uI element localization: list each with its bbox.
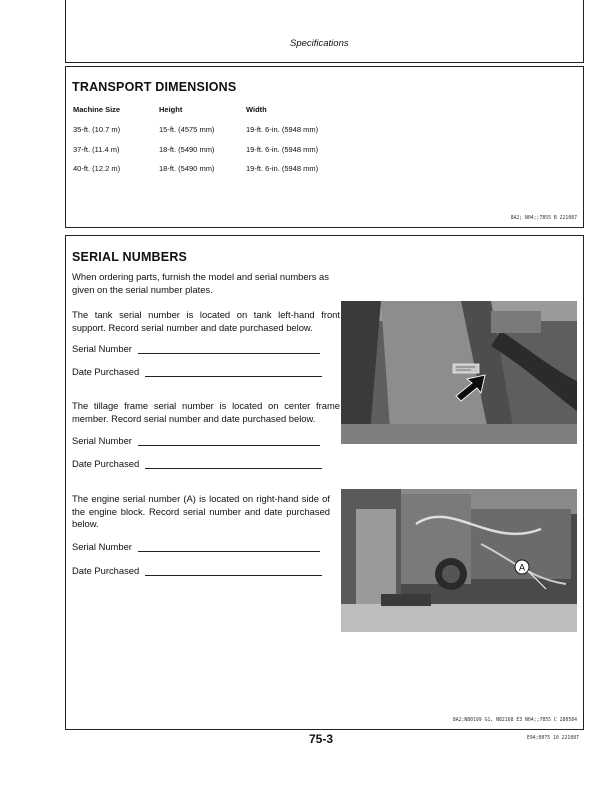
tank-serial-paragraph: The tank serial number is located on tank left-hand front support. Record serial number and date purchased below. [72,309,340,333]
reference-code: 8A2; N04;;7855 B 221087 [510,216,577,221]
serial-number-blank[interactable] [138,345,320,354]
serial-numbers-title: SERIAL NUMBERS [72,250,188,264]
header-right-rule [583,0,584,62]
tank-serial-plate-photo [341,301,577,444]
transport-dimensions-title: TRANSPORT DIMENSIONS [72,80,237,94]
tank-serial-number-field[interactable] [72,343,320,354]
table-cell: 18-ft. (5490 mm) [159,164,215,173]
header-bottom-rule [65,62,584,63]
engine-date-purchased-field[interactable] [72,565,322,576]
table-cell: 18-ft. (5490 mm) [159,145,215,154]
column-header-width: Width [246,105,267,114]
transport-dimensions-box [65,66,584,228]
reference-code: 8A2;N80199 G1, N82168 E3 N04;;7855 C 280584 [452,718,577,723]
date-purchased-label: Date Purchased [72,458,140,469]
date-purchased-label: Date Purchased [72,366,140,377]
serial-number-label: Serial Number [72,541,132,552]
tillage-date-purchased-field[interactable] [72,458,322,469]
serial-number-blank[interactable] [138,543,320,552]
date-purchased-blank[interactable] [145,567,322,576]
table-cell: 19-ft. 6-in. (5948 mm) [246,145,319,154]
table-cell: 35-ft. (10.7 m) [73,125,121,134]
tillage-serial-number-field[interactable] [72,435,320,446]
date-purchased-label: Date Purchased [72,565,140,576]
engine-serial-paragraph: The engine serial number (A) is located on right-hand side of the engine block. Record serial number and date purchased below. [72,493,330,530]
table-cell: 19-ft. 6-in. (5948 mm) [246,164,319,173]
column-header-machine-size: Machine Size [73,105,121,114]
table-cell: 19-ft. 6-in. (5948 mm) [246,125,319,134]
serial-number-label: Serial Number [72,435,132,446]
table-cell: 15-ft. (4575 mm) [159,125,215,134]
page-title: Specifications [290,38,349,49]
page-number: 75-3 [309,732,334,746]
engine-serial-number-field[interactable] [72,541,320,552]
serial-number-label: Serial Number [72,343,132,354]
date-purchased-blank[interactable] [145,368,322,377]
serial-number-blank[interactable] [138,437,320,446]
engine-serial-location-photo [341,489,577,632]
table-cell: 37-ft. (11.4 m) [73,145,120,154]
footer-code: E94;0075 10 221087 [527,736,579,741]
callout-a-label: A [518,562,526,573]
date-purchased-blank[interactable] [145,460,322,469]
column-header-height: Height [159,105,183,114]
tank-date-purchased-field[interactable] [72,366,322,377]
header-left-rule [65,0,66,62]
tillage-serial-paragraph: The tillage frame serial number is located on center frame member. Record serial number and date purchased below. [72,400,340,424]
intro-paragraph: When ordering parts, furnish the model and serial numbers as given on the serial number plates. [72,271,329,295]
table-cell: 40-ft. (12.2 m) [73,164,121,173]
